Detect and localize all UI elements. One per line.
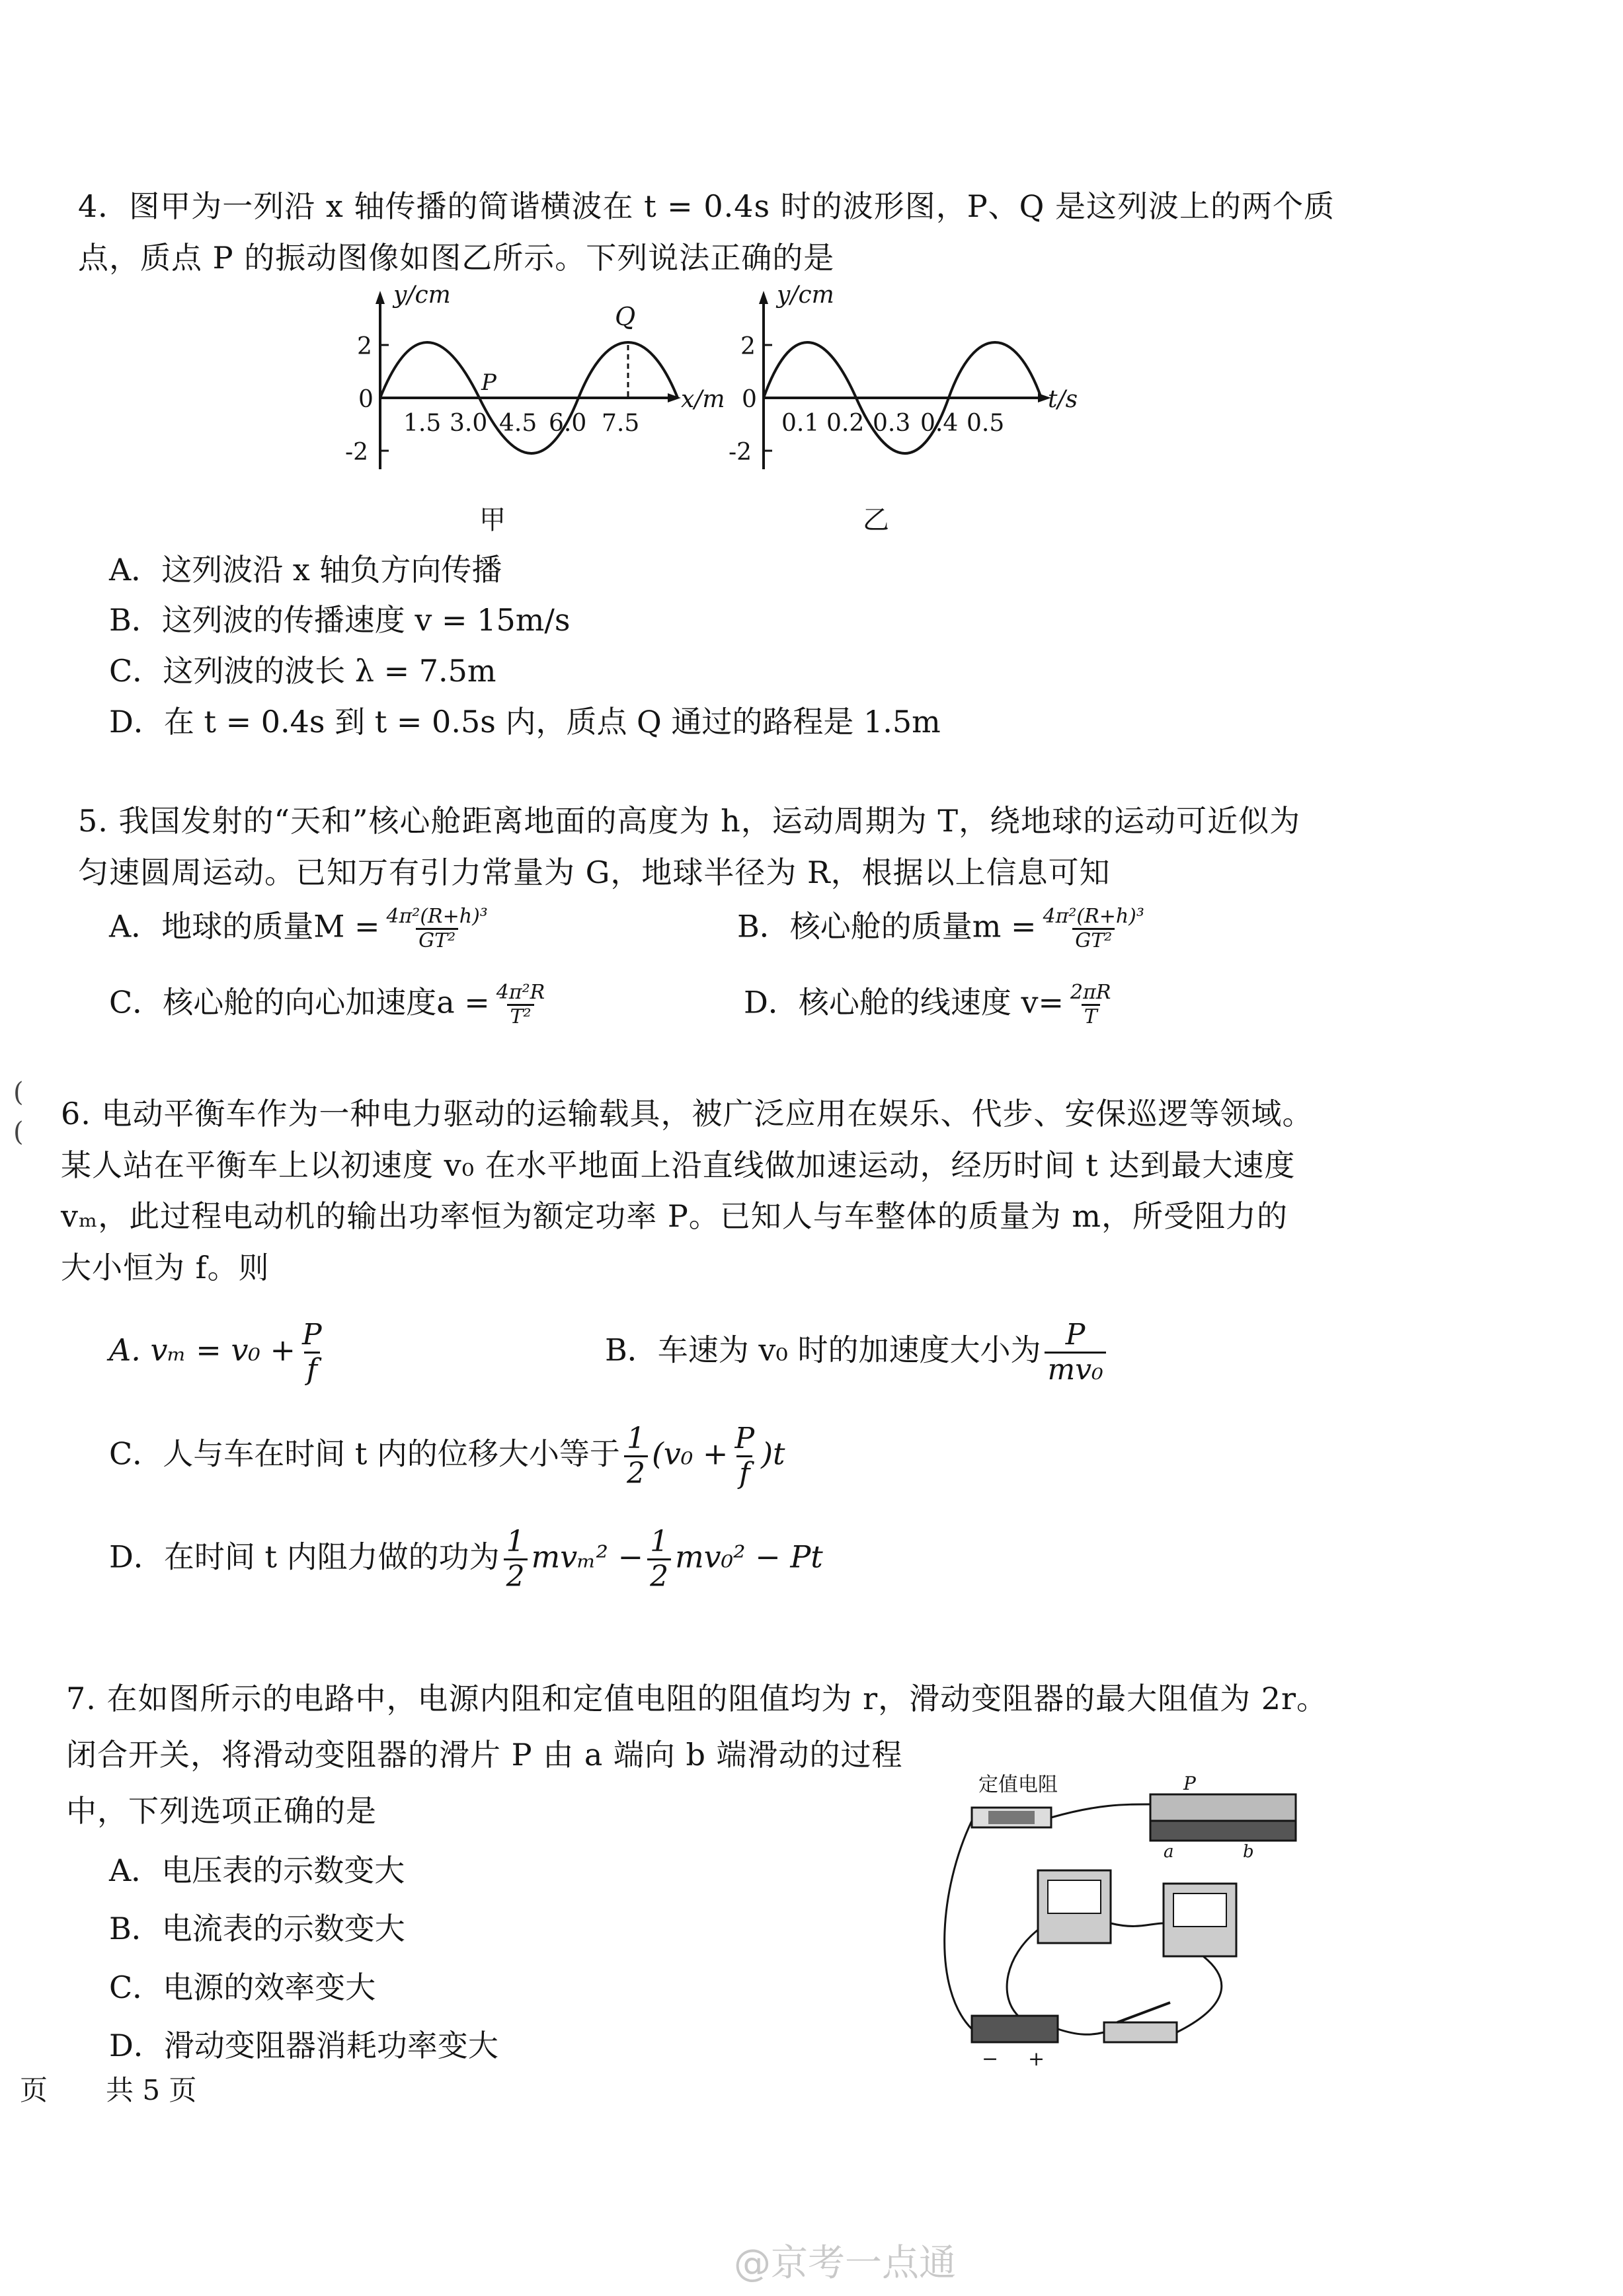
- q6-option-c: [109, 1422, 785, 1490]
- q6-c-text: C．人与车在时间 t 内的位移大小等于: [109, 1435, 620, 1472]
- q4-figure-yi: [714, 284, 1084, 535]
- q6-c-den2: f: [736, 1455, 752, 1490]
- q5-c-num: 4π²R: [496, 981, 545, 1004]
- yi-xtick-2: 0.2: [826, 410, 865, 437]
- margin-mark: (: [13, 1077, 24, 1108]
- q6-c-den: 2: [624, 1455, 648, 1490]
- q6-d-num: 1: [506, 1525, 525, 1558]
- q7-stem-line3: 中，下列选项正确的是: [66, 1793, 377, 1829]
- q5-option-a: [109, 905, 495, 952]
- q6-a-den: f: [304, 1352, 320, 1387]
- q6-stem-line2: 某人站在平衡车上以初速度 v₀ 在水平地面上沿直线做加速运动，经历时间 t 达到最大速度: [61, 1147, 1296, 1183]
- q5-b-den: GT²: [1072, 928, 1115, 952]
- watermark: @京考一点通: [734, 2242, 956, 2285]
- q7-stem-line1: 7. 在如图所示的电路中，电源内阻和定值电阻的阻值均为 r，滑动变阻器的最大阻值为 2r。: [66, 1681, 1327, 1716]
- battery: [972, 2016, 1058, 2042]
- q6-a-num: P: [302, 1318, 322, 1352]
- q5-c-den: T²: [507, 1004, 534, 1028]
- switch: [1104, 2022, 1177, 2042]
- q6-d-text: D．在时间 t 内阻力做的功为: [109, 1539, 500, 1575]
- q6-b-den: mv₀: [1045, 1352, 1105, 1387]
- q7-option-a: A．电压表的示数变大: [109, 1853, 405, 1888]
- q6-option-b: [605, 1319, 1110, 1387]
- q6-option-d: [109, 1525, 823, 1593]
- q5-d-num: 2πR: [1070, 981, 1111, 1004]
- q7-stem-line2: 闭合开关，将滑动变阻器的滑片 P 由 a 端向 b 端滑动的过程: [66, 1737, 903, 1773]
- q6-a-text: A. vₘ = v₀ +: [109, 1332, 296, 1368]
- slider-label: P: [1183, 1773, 1196, 1794]
- yi-xtick-1: 0.1: [781, 410, 820, 437]
- q5-option-c: [109, 981, 551, 1028]
- q5-a-den: GT²: [416, 928, 458, 952]
- jia-ytick-0: 0: [358, 386, 374, 413]
- jia-ytick-neg2: -2: [345, 439, 369, 466]
- q6-c-num2: P: [734, 1422, 755, 1455]
- q4-stem-line2: 点，质点 P 的振动图像如图乙所示。下列说法正确的是: [78, 240, 835, 276]
- footer-page: 页: [20, 2074, 48, 2106]
- q5-c-text: C．核心舱的向心加速度a =: [109, 984, 490, 1020]
- q4-option-d: D．在 t = 0.4s 到 t = 0.5s 内，质点 Q 通过的路程是 1.5m: [109, 704, 941, 740]
- q6-d-end: mv₀² − Pt: [675, 1539, 823, 1575]
- q7-option-c: C．电源的效率变大: [109, 1970, 376, 2005]
- battery-plus: +: [1028, 2047, 1045, 2069]
- jia-point-q: Q: [615, 302, 636, 331]
- q4-figure-jia: [331, 284, 727, 535]
- jia-ytick-2: 2: [357, 333, 372, 360]
- q6-option-a: [109, 1319, 329, 1387]
- jia-caption: 甲: [479, 505, 506, 535]
- battery-minus: −: [982, 2047, 999, 2069]
- jia-xtick-5: 7.5: [602, 410, 640, 437]
- yi-xtick-4: 0.4: [920, 410, 959, 437]
- q6-d-den: 2: [504, 1558, 528, 1593]
- jia-xtick-3: 4.5: [499, 410, 537, 437]
- q5-d-den: T: [1082, 1004, 1100, 1028]
- yi-xtick-3: 0.3: [873, 410, 911, 437]
- q7-circuit-figure: [926, 1758, 1322, 2069]
- q6-c-end: )t: [761, 1435, 785, 1472]
- end-b-label: b: [1243, 1842, 1254, 1862]
- yi-xlabel: t/s: [1048, 386, 1078, 413]
- q5-option-d: [744, 981, 1117, 1028]
- margin-mark: (: [13, 1117, 24, 1147]
- q6-d-den2: 2: [647, 1558, 671, 1593]
- q5-option-b: [737, 905, 1151, 952]
- q5-stem-line2: 匀速圆周运动。已知万有引力常量为 G，地球半径为 R，根据以上信息可知: [78, 855, 1111, 890]
- q5-d-text: D．核心舱的线速度 v=: [744, 984, 1064, 1020]
- jia-xlabel: x/m: [681, 386, 725, 413]
- q6-c-num: 1: [626, 1422, 645, 1455]
- yi-ylabel: y/cm: [777, 284, 834, 309]
- q6-b-text: B．车速为 v₀ 时的加速度大小为: [605, 1332, 1041, 1368]
- q6-d-mid: mvₘ² −: [531, 1539, 644, 1575]
- footer-total-pages: 共 5 页: [106, 2074, 197, 2106]
- q5-b-text: B．核心舱的质量m =: [737, 908, 1037, 944]
- q6-stem-line3: vₘ，此过程电动机的输出功率恒为额定功率 P。已知人与车整体的质量为 m，所受阻力的: [61, 1198, 1288, 1234]
- q4-option-b: B．这列波的传播速度 v = 15m/s: [109, 602, 571, 638]
- q5-a-text: A．地球的质量M =: [109, 908, 380, 944]
- q5-stem-line1: 5. 我国发射的“天和”核心舱距离地面的高度为 h，运动周期为 T，绕地球的运动可近似为: [78, 803, 1301, 839]
- q7-option-b: B．电流表的示数变大: [109, 1911, 405, 1946]
- end-a-label: a: [1164, 1842, 1174, 1862]
- q6-c-mid: (v₀ +: [651, 1435, 729, 1472]
- jia-ylabel: y/cm: [393, 284, 451, 309]
- q6-stem-line4: 大小恒为 f。则: [61, 1250, 270, 1285]
- jia-point-p: P: [481, 369, 496, 396]
- yi-ytick-neg2: -2: [729, 439, 752, 466]
- q5-b-num: 4π²(R+h)³: [1043, 905, 1144, 928]
- resistor-label: 定值电阻: [978, 1773, 1058, 1796]
- q5-a-num: 4π²(R+h)³: [386, 905, 488, 928]
- yi-xtick-5: 0.5: [967, 410, 1005, 437]
- rheostat: [1150, 1794, 1296, 1821]
- yi-ytick-2: 2: [740, 333, 756, 360]
- jia-xtick-2: 3.0: [450, 410, 488, 437]
- yi-caption: 乙: [863, 505, 889, 535]
- q6-b-num: P: [1065, 1318, 1086, 1352]
- yi-ytick-0: 0: [742, 386, 757, 413]
- q6-d-num2: 1: [650, 1525, 669, 1558]
- q6-stem-line1: 6. 电动平衡车作为一种电力驱动的运输载具，被广泛应用在娱乐、代步、安保巡逻等领域。: [61, 1096, 1314, 1131]
- q4-option-c: C．这列波的波长 λ = 7.5m: [109, 653, 496, 689]
- jia-xtick-4: 6.0: [549, 410, 587, 437]
- jia-xtick-1: 1.5: [403, 410, 442, 437]
- q7-option-d: D．滑动变阻器消耗功率变大: [109, 2028, 498, 2063]
- q4-option-a: A．这列波沿 x 轴负方向传播: [109, 552, 502, 588]
- q4-stem-line1: 4．图甲为一列沿 x 轴传播的简谐横波在 t = 0.4s 时的波形图，P、Q 是这列波上的两个质: [78, 188, 1335, 224]
